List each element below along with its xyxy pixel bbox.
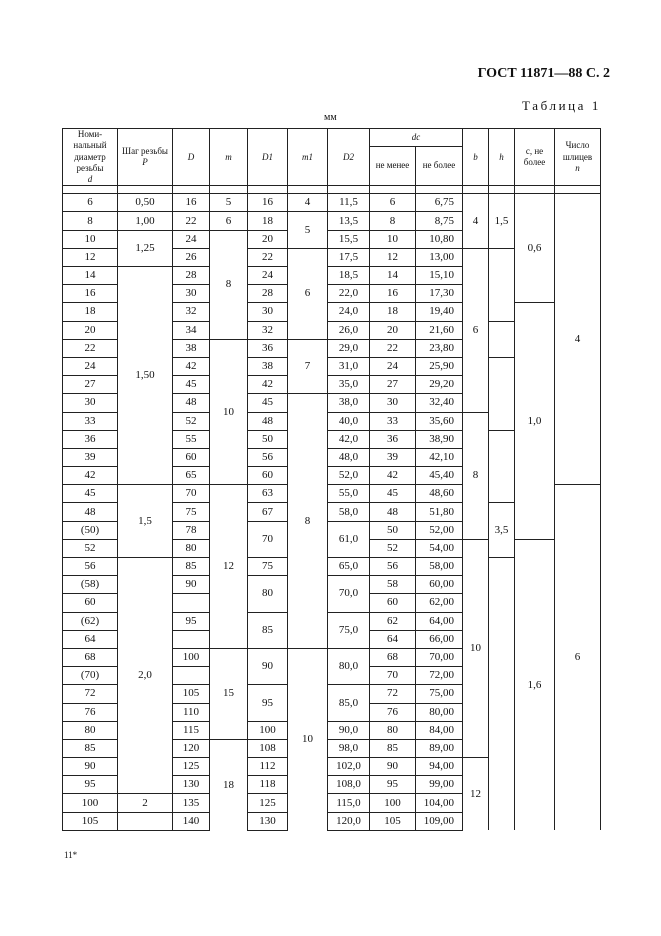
table-cell: 72 — [63, 685, 118, 703]
table-cell: 30 — [173, 285, 210, 303]
table-cell: 18 — [210, 739, 248, 830]
table-cell: 22,0 — [328, 285, 370, 303]
table-cell: 52,00 — [416, 521, 463, 539]
table-cell: 2 — [118, 794, 173, 812]
table-row — [63, 194, 601, 212]
table-cell: 100 — [63, 794, 118, 812]
table-cell: 42 — [63, 467, 118, 485]
table-cell: 18 — [63, 303, 118, 321]
table-cell: 10 — [370, 230, 416, 248]
table-cell: 21,60 — [416, 321, 463, 339]
table-cell: 12 — [370, 248, 416, 266]
table-cell: 64 — [370, 630, 416, 648]
table-cell: 27 — [370, 376, 416, 394]
table-cell: 95 — [370, 776, 416, 794]
table-cell — [173, 594, 210, 612]
table-cell: 80,00 — [416, 703, 463, 721]
table-cell: 14 — [370, 267, 416, 285]
table-cell: 63 — [248, 485, 288, 503]
table-cell — [489, 357, 515, 430]
table-cell: 40,0 — [328, 412, 370, 430]
table-cell: 51,80 — [416, 503, 463, 521]
table-cell: 70 — [173, 485, 210, 503]
table-cell: 80 — [173, 539, 210, 557]
table-cell: 56 — [63, 558, 118, 576]
table-cell: 115 — [173, 721, 210, 739]
table-cell: 70,0 — [328, 576, 370, 612]
col-m-header: m — [210, 129, 248, 186]
table-cell: (70) — [63, 667, 118, 685]
table-cell: 32 — [173, 303, 210, 321]
table-cell: 36 — [248, 339, 288, 357]
table-cell: 8 — [288, 394, 328, 649]
table-cell: 75 — [173, 503, 210, 521]
table-cell — [173, 630, 210, 648]
table-cell: 112 — [248, 758, 288, 776]
table-cell: 48 — [370, 503, 416, 521]
table-cell: 24 — [248, 267, 288, 285]
table-cell: (62) — [63, 612, 118, 630]
table-body — [63, 194, 601, 831]
table-cell: 62 — [370, 612, 416, 630]
table-cell: 10 — [288, 648, 328, 830]
table-cell: 66,00 — [416, 630, 463, 648]
table-cell: 115,0 — [328, 794, 370, 812]
table-cell: 22 — [370, 339, 416, 357]
table-cell: 12 — [63, 248, 118, 266]
table-cell: 100 — [173, 648, 210, 666]
table-cell: 42,0 — [328, 430, 370, 448]
table-cell: 72,00 — [416, 667, 463, 685]
table-cell: 30 — [370, 394, 416, 412]
table-cell: 38 — [248, 357, 288, 375]
table-cell: 108 — [248, 739, 288, 757]
table-cell: 24 — [63, 357, 118, 375]
table-cell: 14 — [63, 267, 118, 285]
table-cell: 39 — [63, 448, 118, 466]
table-cell: 15,10 — [416, 267, 463, 285]
table-cell: 95 — [63, 776, 118, 794]
table-cell: 130 — [248, 812, 288, 830]
table-cell: 28 — [248, 285, 288, 303]
table-cell: 65 — [173, 467, 210, 485]
table-cell — [489, 558, 515, 831]
table-cell: 90 — [248, 648, 288, 684]
table-cell: 50 — [370, 521, 416, 539]
table-cell: 5 — [210, 194, 248, 212]
table-cell: 11,5 — [328, 194, 370, 212]
table-cell: 105 — [173, 685, 210, 703]
table-cell: 45 — [63, 485, 118, 503]
table-cell: 100 — [370, 794, 416, 812]
table-cell: 48,0 — [328, 448, 370, 466]
table-cell: 20 — [370, 321, 416, 339]
table-cell: 108,0 — [328, 776, 370, 794]
table-cell: 45 — [173, 376, 210, 394]
table-cell: 64 — [63, 630, 118, 648]
table-cell: 1,6 — [515, 539, 555, 830]
col-n-header: Число шлицев n — [555, 129, 601, 186]
table-cell: 6 — [63, 194, 118, 212]
table-cell: 13,5 — [328, 212, 370, 230]
table-cell: 38 — [173, 339, 210, 357]
table-cell: 12 — [463, 758, 489, 831]
table-cell: 45 — [370, 485, 416, 503]
table-cell: 4 — [288, 194, 328, 212]
table-cell: 15 — [210, 648, 248, 739]
table-cell: 30 — [63, 394, 118, 412]
table-cell: 90 — [63, 758, 118, 776]
table-cell: 17,5 — [328, 248, 370, 266]
table-cell: 58,00 — [416, 558, 463, 576]
table-cell: 1,00 — [118, 212, 173, 230]
table-cell: 45 — [248, 394, 288, 412]
table-cell: 10 — [463, 539, 489, 757]
table-cell: 60,00 — [416, 576, 463, 594]
table-cell: 3,5 — [489, 503, 515, 558]
col-p-header: Шаг резьбы P — [118, 129, 173, 186]
table-cell: 75,0 — [328, 612, 370, 648]
table-cell: 0,50 — [118, 194, 173, 212]
table-cell: 60 — [173, 448, 210, 466]
table-cell: 90 — [370, 758, 416, 776]
table-cell: 19,40 — [416, 303, 463, 321]
table-cell: 75 — [248, 558, 288, 576]
col-m1-header: m1 — [288, 129, 328, 186]
table-cell: 120 — [173, 739, 210, 757]
table-cell: 135 — [173, 794, 210, 812]
col-dc-header: dc — [370, 129, 463, 147]
table-cell: 95 — [173, 612, 210, 630]
table-cell: 10 — [210, 339, 248, 485]
table-cell: 64,00 — [416, 612, 463, 630]
table-cell: 1,50 — [118, 267, 173, 485]
table-cell — [489, 248, 515, 321]
table-cell: 6,75 — [416, 194, 463, 212]
table-cell: 109,00 — [416, 812, 463, 830]
table-cell: 48 — [248, 412, 288, 430]
table-cell: 42,10 — [416, 448, 463, 466]
page-mark: 11* — [64, 850, 78, 860]
table-cell: 8 — [63, 212, 118, 230]
table-cell: 5 — [288, 212, 328, 248]
table-cell: 65,0 — [328, 558, 370, 576]
table-cell: 60 — [248, 467, 288, 485]
table-cell: 42 — [248, 376, 288, 394]
table-cell: 8 — [370, 212, 416, 230]
table-cell: 25,90 — [416, 357, 463, 375]
table-cell: 33 — [370, 412, 416, 430]
table-cell — [489, 321, 515, 357]
table-cell: 29,20 — [416, 376, 463, 394]
table-cell: 72 — [370, 685, 416, 703]
table-cell: 13,00 — [416, 248, 463, 266]
col-D1-header: D1 — [248, 129, 288, 186]
table-cell: 1,0 — [515, 303, 555, 539]
col-d-header: Номи-нальный диаметр резьбы d — [63, 129, 118, 186]
table-cell: 38,90 — [416, 430, 463, 448]
table-cell: 104,00 — [416, 794, 463, 812]
table-cell: 6 — [210, 212, 248, 230]
table-cell: 23,80 — [416, 339, 463, 357]
table-cell: 31,0 — [328, 357, 370, 375]
table-cell: 102,0 — [328, 758, 370, 776]
table-cell: 8,75 — [416, 212, 463, 230]
table-cell: 1,5 — [118, 485, 173, 558]
table-cell: 70 — [248, 521, 288, 557]
table-cell: 120,0 — [328, 812, 370, 830]
table-cell: 68 — [63, 648, 118, 666]
col-D-header: D — [173, 129, 210, 186]
table-cell: 36 — [370, 430, 416, 448]
table-cell: 80 — [63, 721, 118, 739]
table-cell: 26,0 — [328, 321, 370, 339]
table-cell: (50) — [63, 521, 118, 539]
table-cell: 56 — [370, 558, 416, 576]
table-cell: 35,60 — [416, 412, 463, 430]
units-label: мм — [324, 112, 337, 123]
table-cell: 16 — [248, 194, 288, 212]
table-cell: 1,25 — [118, 230, 173, 266]
table-cell: 55 — [173, 430, 210, 448]
table-cell: 32,40 — [416, 394, 463, 412]
table-cell: 10 — [63, 230, 118, 248]
table-cell: 2,0 — [118, 558, 173, 794]
table-cell: 35,0 — [328, 376, 370, 394]
table-cell: 52 — [370, 539, 416, 557]
table-cell: 20 — [248, 230, 288, 248]
table-cell: 42 — [370, 467, 416, 485]
table-cell: 94,00 — [416, 758, 463, 776]
table-cell: 76 — [370, 703, 416, 721]
table-cell — [118, 812, 173, 830]
table-cell: 58 — [370, 576, 416, 594]
thread-dimensions-table — [62, 128, 601, 831]
table-cell: 6 — [370, 194, 416, 212]
table-cell: 48,60 — [416, 485, 463, 503]
table-cell: 24,0 — [328, 303, 370, 321]
table-cell: 76 — [63, 703, 118, 721]
col-dc-max-header: не более — [416, 146, 463, 186]
table-cell: 22 — [248, 248, 288, 266]
table-cell: 54,00 — [416, 539, 463, 557]
table-cell: 38,0 — [328, 394, 370, 412]
table-cell: 80 — [370, 721, 416, 739]
table-cell: 85 — [173, 558, 210, 576]
table-cell: 85 — [248, 612, 288, 648]
table-cell: 16 — [173, 194, 210, 212]
table-cell: 58,0 — [328, 503, 370, 521]
table-cell: 110 — [173, 703, 210, 721]
table-cell: 24 — [370, 357, 416, 375]
table-cell: 45,40 — [416, 467, 463, 485]
table-cell: 52 — [173, 412, 210, 430]
table-cell: 4 — [555, 194, 601, 485]
table-cell: 85 — [370, 739, 416, 757]
table-cell: 70,00 — [416, 648, 463, 666]
table-cell — [489, 430, 515, 503]
table-cell: 125 — [248, 794, 288, 812]
table-cell: 39 — [370, 448, 416, 466]
table-cell: 6 — [463, 248, 489, 412]
table-cell: 99,00 — [416, 776, 463, 794]
table-cell: 18,5 — [328, 267, 370, 285]
table-cell: 18 — [248, 212, 288, 230]
table-cell: 75,00 — [416, 685, 463, 703]
col-c-header: c, не более — [515, 129, 555, 186]
table-cell: 22 — [63, 339, 118, 357]
table-cell: 10,80 — [416, 230, 463, 248]
table-cell: 33 — [63, 412, 118, 430]
table-cell: 29,0 — [328, 339, 370, 357]
table-cell: 56 — [248, 448, 288, 466]
table-cell: (58) — [63, 576, 118, 594]
col-D2-header: D2 — [328, 129, 370, 186]
table-cell: 70 — [370, 667, 416, 685]
table-cell: 16 — [370, 285, 416, 303]
table-cell: 80,0 — [328, 648, 370, 684]
table-cell: 26 — [173, 248, 210, 266]
table-cell: 52 — [63, 539, 118, 557]
table-cell: 90 — [173, 576, 210, 594]
table-cell: 89,00 — [416, 739, 463, 757]
table-cell: 60 — [63, 594, 118, 612]
table-cell: 140 — [173, 812, 210, 830]
table-cell: 55,0 — [328, 485, 370, 503]
col-h-header: h — [489, 129, 515, 186]
table-cell: 62,00 — [416, 594, 463, 612]
table-cell: 24 — [173, 230, 210, 248]
table-cell: 1,5 — [489, 194, 515, 249]
table-cell: 17,30 — [416, 285, 463, 303]
table-cell: 52,0 — [328, 467, 370, 485]
table-cell: 90,0 — [328, 721, 370, 739]
table-cell: 118 — [248, 776, 288, 794]
table-cell: 0,6 — [515, 194, 555, 303]
table-cell: 36 — [63, 430, 118, 448]
document-header: ГОСТ 11871—88 С. 2 — [477, 66, 610, 81]
table-cell: 105 — [63, 812, 118, 830]
table-cell: 48 — [173, 394, 210, 412]
table-label: Таблица 1 — [522, 98, 601, 113]
table-cell: 7 — [288, 339, 328, 394]
table-cell: 6 — [288, 248, 328, 339]
table-cell: 105 — [370, 812, 416, 830]
table-cell: 20 — [63, 321, 118, 339]
table-cell: 68 — [370, 648, 416, 666]
table-cell: 6 — [555, 485, 601, 831]
table-cell: 80 — [248, 576, 288, 612]
table-cell: 130 — [173, 776, 210, 794]
table-cell: 78 — [173, 521, 210, 539]
table-cell: 32 — [248, 321, 288, 339]
table-cell: 4 — [463, 194, 489, 249]
col-dc-min-header: не менее — [370, 146, 416, 186]
table-cell: 100 — [248, 721, 288, 739]
table-cell: 85,0 — [328, 685, 370, 721]
table-cell: 48 — [63, 503, 118, 521]
table-cell: 85 — [63, 739, 118, 757]
table-cell: 18 — [370, 303, 416, 321]
table-cell: 30 — [248, 303, 288, 321]
table-cell: 60 — [370, 594, 416, 612]
table-cell: 28 — [173, 267, 210, 285]
table-cell: 42 — [173, 357, 210, 375]
table-cell: 95 — [248, 685, 288, 721]
table-cell: 67 — [248, 503, 288, 521]
table-cell: 34 — [173, 321, 210, 339]
table-cell: 12 — [210, 485, 248, 649]
table-cell: 125 — [173, 758, 210, 776]
table-cell: 61,0 — [328, 521, 370, 557]
col-b-header: b — [463, 129, 489, 186]
table-cell: 22 — [173, 212, 210, 230]
table-cell: 8 — [210, 230, 248, 339]
table-cell: 16 — [63, 285, 118, 303]
table-cell: 84,00 — [416, 721, 463, 739]
table-cell: 50 — [248, 430, 288, 448]
table-cell: 98,0 — [328, 739, 370, 757]
table-cell: 27 — [63, 376, 118, 394]
table-cell: 15,5 — [328, 230, 370, 248]
table-cell — [173, 667, 210, 685]
table-cell: 8 — [463, 412, 489, 539]
